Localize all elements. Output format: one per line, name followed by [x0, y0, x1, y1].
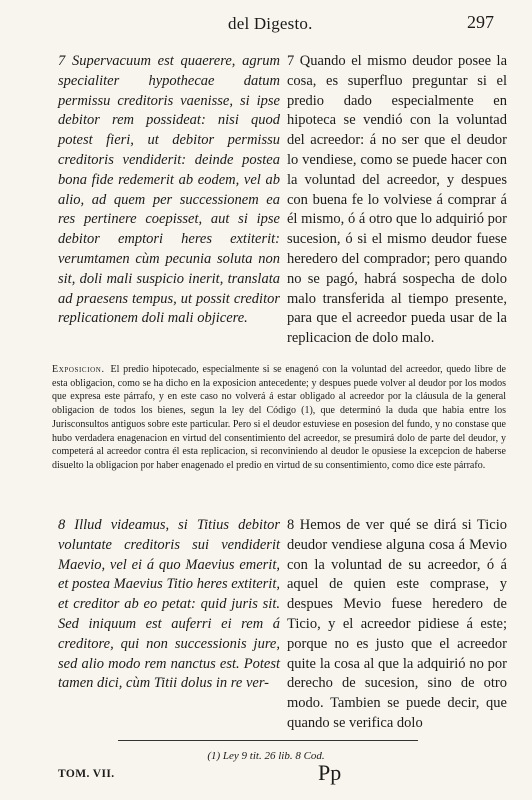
tome-label: TOM. VII. — [58, 768, 115, 780]
footnote-text: (1) Ley 9 tit. 26 lib. 8 Cod. — [207, 750, 325, 762]
footnote-rule — [118, 740, 418, 741]
page-number: 297 — [467, 12, 494, 32]
latin-text-7: 7 Supervacuum est quaerere, agrum specialiter hypothecae datum permissu creditoris vaenisse, si ipse debitor rem possideat: nisi quod potest fieri, ut debitor permissu creditoris vendiderit: deinde postea bona fide redemerit ab eodem, vel ab alio, ad quem per successionem ea res pertinere coepisset, aut si ipse debitor emptori heres extiterit: verumtamen cùm pecunia soluta non sit, doli mali suspicio inerit, translata ad praesens tempus, ut possit creditor replicationem doli mali objicere. — [58, 53, 280, 327]
running-title: del Digesto. — [228, 14, 313, 33]
exposicion-text: El predio hipotecado, especialmente si se enagenó con la voluntad del acreedor, quedo libre de esta obligacion, como se ha dicho en la exposicion antecedente; y despues puede volver al deudor por los modos que expresa este párrafo, y en este caso no volverá á estar obligado al acreedor por la cláusula de la general obligacion de todos los bienes, segun la ley del Código (1), que determinó la duda que habia entre los Jurisconsultos antiguos sobre este particular. Pero si el deudor estuviese en posesion del fundo, y no constase que hubo verdadera enagenacion en virtud del consentimiento del acreedor, se presumirá dolo de parte del deudor, y competerá al acreedor contra él esta replicacion, si reconviniendo al deudor le opusiese la excepcion de haberse disuelto la obligacion por haber enagenado el predio en virtud de su consentimiento, como dice este párrafo. — [52, 364, 506, 471]
signature-mark: Pp — [318, 760, 342, 785]
spanish-text-7: 7 Quando el mismo deudor posee la cosa, es superfluo preguntar si el predio dado especialmente en hipoteca se vendió con la voluntad del acreedor: á no ser que el deudor lo vendiese, como se puede hacer con la voluntad del acreedor, y despues con buena fe lo volviese á comprar á él mismo, ó á otro que lo adquirió por sucesion, ó si el mismo deudor fuese heredero del comprador; pero quando no se pagó, habrá sospecha de dolo malo transferida al tiempo presente, para que el acreedor pueda usar de la replicacion de dolo malo. — [287, 53, 507, 347]
exposicion-label: Exposicion. — [52, 364, 105, 375]
exposicion-paragraph — [52, 363, 506, 473]
running-head — [0, 12, 532, 36]
footnote — [0, 744, 532, 763]
spanish-text-8: 8 Hemos de ver qué se dirá si Ticio deudor vendiese alguna cosa á Mevio con la voluntad de su acreedor, ó á aquel de quien este comprase, y despues Mevio fuese heredero de Ticio, y el acreedor pidiese á este; porque no es justo que el acreedor quite la cosa al que la adquirió no por derecho de sucesion, sino de otro modo. Tambien se puede decir, que quando se verifica dolo — [287, 517, 507, 731]
latin-text-8: 8 Illud videamus, si Titius debitor voluntate creditoris sui vendiderit Maevio, vel ei á quo Maevius emerit, et postea Maevius Titio heres extiterit, et creditor ab eo petat: quid juris sit. Sed iniquum est auferri ei rem á creditore, qui non successionis jure, sed alio modo rem nanctus est. Potest tamen dici, cùm Titii dolus in re ver- — [58, 517, 280, 692]
